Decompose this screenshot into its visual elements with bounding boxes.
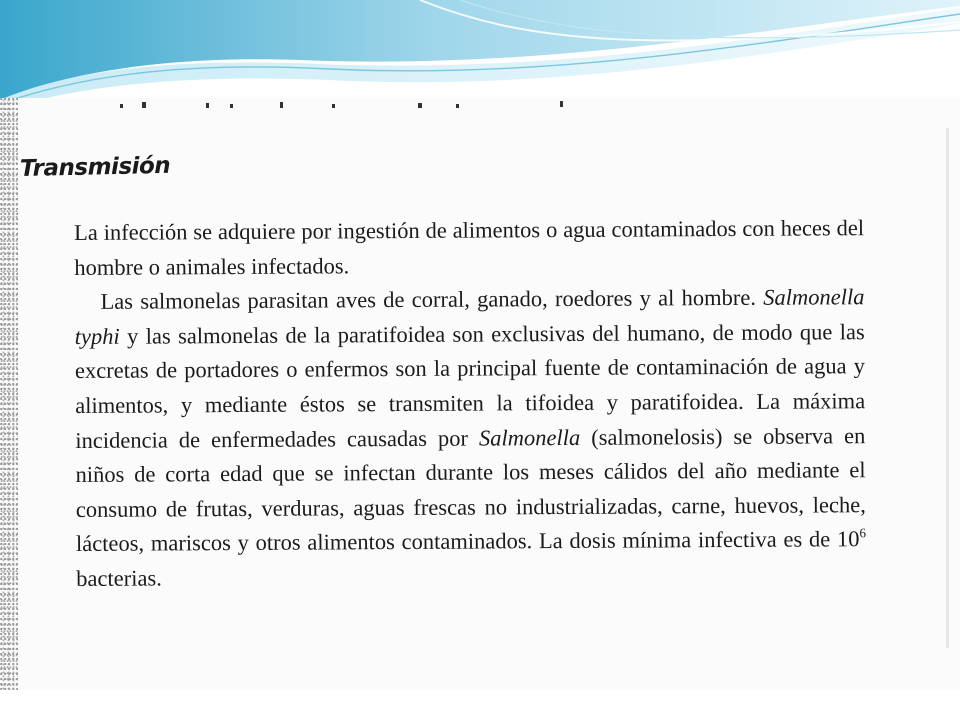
paragraph-1: La infección se adquiere por ingestión de alimentos o agua contaminados con heces del hombre o animales infectados. — [74, 215, 865, 280]
cut-off-text-line — [110, 100, 580, 110]
dose-exponent: 6 — [859, 525, 866, 541]
scan-edge-noise — [0, 98, 18, 690]
genus-name-salmonella: Salmonella — [478, 424, 581, 451]
scanned-page — [0, 98, 960, 690]
wave-dark — [0, 0, 960, 100]
scan-right-edge — [946, 128, 949, 648]
body-text — [74, 211, 866, 596]
section-heading: Transmisión — [19, 152, 171, 182]
species-name-typhi: Salmonella typhi — [74, 284, 865, 349]
paragraph-2-text-3: (salmonelosis) se observa en niños de corta edad que se infectan durante los meses cálidos del año mediante el consumo de frutas, verduras, aguas frescas no industrializadas, carne, huevos, leche, lácteos, mariscos y otros alimentos contaminados. La dosis mínima infectiva es de 10 — [75, 422, 866, 557]
paragraph-2-text-2: y las salmonelas de la paratifoidea son exclusivas del humano, de modo que las excretas de portadores o enfermos son la principal fuente de contaminación de agua y alimentos, y mediante éstos se transmiten la tifoidea y paratifoidea. La máxima incidencia de enfermedades causadas por — [74, 318, 866, 453]
paragraph-2-text-4: bacterias. — [76, 565, 162, 591]
paragraph-2-text-1: Las salmonelas parasitan aves de corral, ganado, roedores y al hombre. — [100, 284, 764, 315]
paragraph-2 — [74, 280, 866, 596]
wave-banner — [0, 0, 960, 110]
